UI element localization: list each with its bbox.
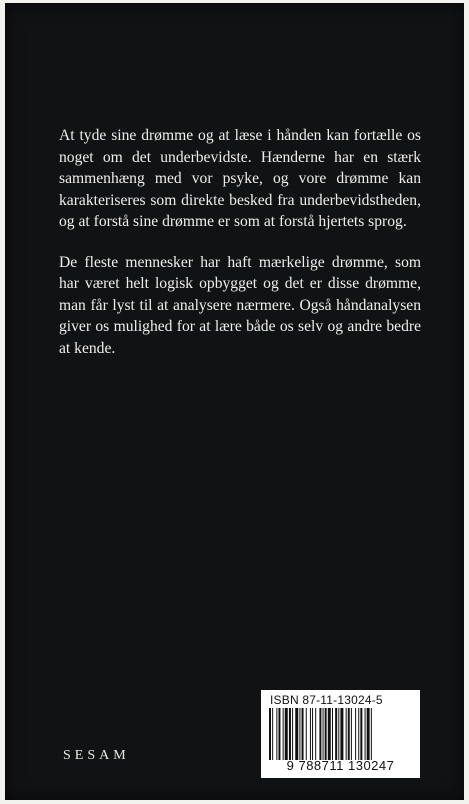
barcode-bar xyxy=(338,708,339,760)
barcode-bar xyxy=(319,708,321,760)
blurb-paragraph-1: At tyde sine drømme og at læse i hånden kan fortælle os noget om det underbevidste. Hænderne har en stærk sammenhæng med vor psyke, og vore drømme kan karakteriseres som direkte besked fra underbevidstheden, og at forstå sine drømme er som at forstå hjertets sprog. xyxy=(59,127,421,230)
barcode-bar xyxy=(328,708,331,760)
publisher-logo: SESAM xyxy=(63,748,130,763)
barcode-bar xyxy=(367,708,370,760)
barcode-bar xyxy=(310,708,311,760)
blurb-paragraph-2: De fleste mennesker har haft mærkelige drømme, som har været helt logisk opbygget og det er disse drømme, man får lyst til at analysere nærmere. Også håndanalysen giver os mulighed for at lære både os selv og andre bedre at kende. xyxy=(59,253,421,357)
barcode-bar xyxy=(299,708,300,760)
barcode-bar xyxy=(285,708,288,760)
barcode-bar xyxy=(348,708,350,760)
barcode-bar xyxy=(278,708,280,760)
barcode-bar xyxy=(292,708,293,760)
barcode-bar xyxy=(315,708,316,760)
barcode-bar xyxy=(276,708,277,760)
barcode-bar xyxy=(302,708,304,760)
barcode-bar xyxy=(358,708,359,760)
back-cover-blurb xyxy=(59,125,421,378)
barcode-bar xyxy=(295,708,298,760)
barcode-bars xyxy=(269,708,412,760)
barcode-bar xyxy=(269,708,271,760)
isbn-label: ISBN 87-11-13024-5 xyxy=(270,693,383,707)
barcode-bar xyxy=(272,708,273,760)
book-back-cover xyxy=(5,3,464,800)
ean-number: 9 788711 130247 xyxy=(286,758,395,773)
barcode-bar xyxy=(306,708,307,760)
barcode-bar xyxy=(365,708,366,760)
isbn-barcode xyxy=(261,690,420,778)
barcode-bar xyxy=(312,708,313,760)
barcode-bar xyxy=(371,708,372,760)
barcode-bar xyxy=(360,708,362,760)
barcode-bar xyxy=(325,708,327,760)
barcode-bar xyxy=(335,708,337,760)
barcode-bar xyxy=(289,708,291,760)
barcode-bar xyxy=(346,708,347,760)
barcode-bar xyxy=(283,708,284,760)
barcode-bar xyxy=(355,708,356,760)
barcode-bar xyxy=(323,708,324,760)
barcode-bar xyxy=(340,708,343,760)
barcode-bar xyxy=(332,708,333,760)
barcode-bar xyxy=(351,708,352,760)
